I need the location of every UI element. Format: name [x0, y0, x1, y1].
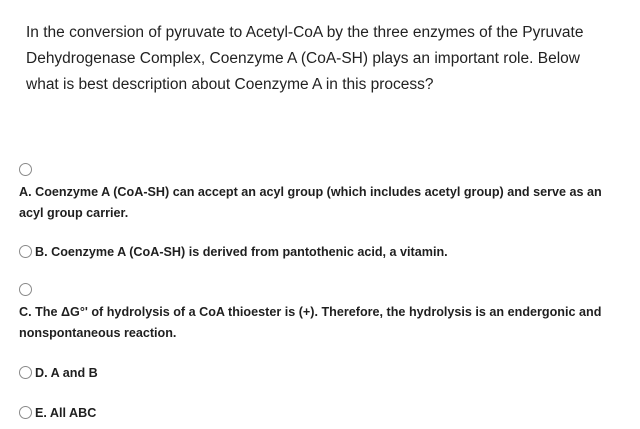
option-a-label: A. Coenzyme A (CoA-SH) can accept an acyl group (which includes acetyl group) and serve as an acyl group carrier. — [19, 185, 602, 220]
option-c[interactable] — [19, 283, 619, 344]
option-a[interactable] — [19, 163, 619, 224]
option-b[interactable] — [19, 242, 619, 263]
option-d[interactable] — [19, 363, 619, 384]
radio-button-a[interactable] — [19, 163, 32, 176]
question-text: In the conversion of pyruvate to Acetyl-CoA by the three enzymes of the Pyruvate Dehydrogenase Complex, Coenzyme A (CoA-SH) plays an important role. Below what is best description about Coenzyme A in this process? — [26, 24, 584, 93]
radio-button-c[interactable] — [19, 283, 32, 296]
option-c-label: C. The ΔG°' of hydrolysis of a CoA thioester is (+). Therefore, the hydrolysis is an endergonic and nonspontaneous reaction. — [19, 305, 602, 340]
radio-button-e[interactable] — [19, 406, 32, 419]
option-d-label: D. A and B — [35, 366, 98, 380]
option-e-label: E. All ABC — [35, 406, 97, 420]
option-b-label: B. Coenzyme A (CoA-SH) is derived from pantothenic acid, a vitamin. — [35, 245, 448, 259]
radio-button-b[interactable] — [19, 245, 32, 258]
option-e[interactable] — [19, 403, 619, 424]
radio-button-d[interactable] — [19, 366, 32, 379]
